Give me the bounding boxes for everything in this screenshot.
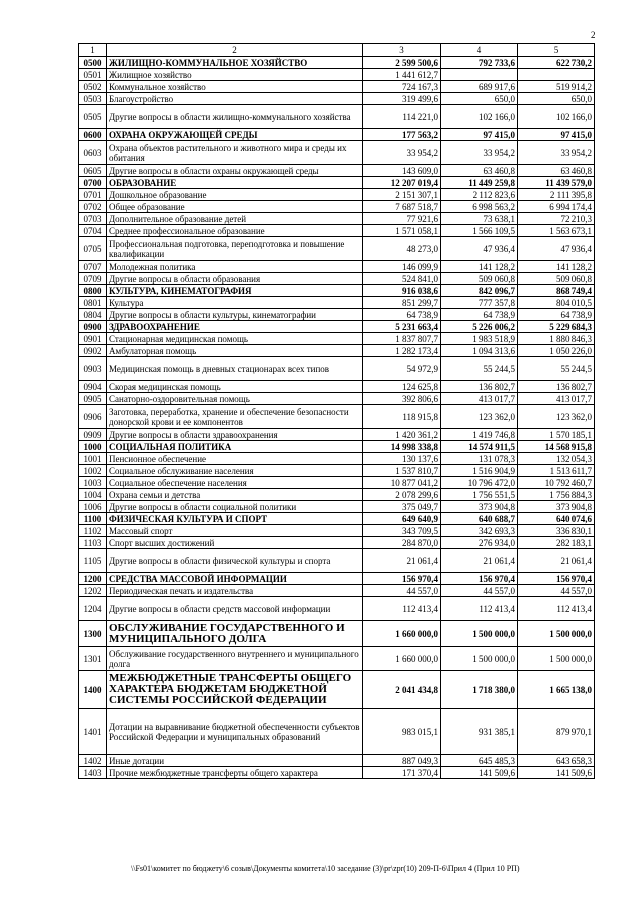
row-value-4: 55 244,5 bbox=[441, 357, 518, 381]
row-name: Социальное обслуживание населения bbox=[107, 465, 363, 477]
row-value-3: 2 151 307,1 bbox=[363, 189, 441, 201]
row-name: Другие вопросы в области физической культуры и спорта bbox=[107, 549, 363, 573]
row-value-4: 14 574 911,5 bbox=[441, 441, 518, 453]
row-name: ЖИЛИЩНО-КОММУНАЛЬНОЕ ХОЗЯЙСТВО bbox=[107, 57, 363, 69]
table-row bbox=[79, 597, 595, 621]
row-name: СОЦИАЛЬНАЯ ПОЛИТИКА bbox=[107, 441, 363, 453]
row-value-4: 650,0 bbox=[441, 93, 518, 105]
row-name: Заготовка, переработка, хранение и обеспечение безопасности донорской крови и ее компонентов bbox=[107, 405, 363, 429]
row-value-5: 55 244,5 bbox=[518, 357, 595, 381]
table-row bbox=[79, 177, 595, 189]
row-name: Жилищное хозяйство bbox=[107, 69, 363, 81]
row-value-3: 649 640,9 bbox=[363, 513, 441, 525]
row-code: 1300 bbox=[79, 621, 107, 647]
table-row bbox=[79, 671, 595, 709]
row-code: 1102 bbox=[79, 525, 107, 537]
row-value-5: 1 880 846,3 bbox=[518, 333, 595, 345]
row-code: 0502 bbox=[79, 81, 107, 93]
row-value-4: 123 362,0 bbox=[441, 405, 518, 429]
row-code: 0600 bbox=[79, 129, 107, 141]
row-code: 1002 bbox=[79, 465, 107, 477]
row-name: ФИЗИЧЕСКАЯ КУЛЬТУРА И СПОРТ bbox=[107, 513, 363, 525]
row-value-5: 336 830,1 bbox=[518, 525, 595, 537]
row-value-3: 118 915,8 bbox=[363, 405, 441, 429]
row-name: Дошкольное образование bbox=[107, 189, 363, 201]
row-name: Охрана семьи и детства bbox=[107, 489, 363, 501]
row-value-4: 33 954,2 bbox=[441, 141, 518, 165]
header-col-3: 3 bbox=[363, 44, 441, 57]
row-value-3: 171 370,4 bbox=[363, 767, 441, 779]
table-row bbox=[79, 585, 595, 597]
row-name: Другие вопросы в области культуры, кинематографии bbox=[107, 309, 363, 321]
row-value-3: 44 557,0 bbox=[363, 585, 441, 597]
row-value-5: 141 509,6 bbox=[518, 767, 595, 779]
table-row bbox=[79, 273, 595, 285]
row-value-4: 777 357,8 bbox=[441, 297, 518, 309]
row-name: Периодическая печать и издательства bbox=[107, 585, 363, 597]
table-row bbox=[79, 393, 595, 405]
row-value-5: 141 128,2 bbox=[518, 261, 595, 273]
row-name: МЕЖБЮДЖЕТНЫЕ ТРАНСФЕРТЫ ОБЩЕГО ХАРАКТЕРА БЮДЖЕТАМ БЮДЖЕТНОЙ СИСТЕМЫ РОССИЙСКОЙ ФЕДЕРАЦИИ bbox=[107, 671, 363, 709]
row-name: Массовый спорт bbox=[107, 525, 363, 537]
row-name: Культура bbox=[107, 297, 363, 309]
row-value-4: 1 516 904,9 bbox=[441, 465, 518, 477]
row-code: 0700 bbox=[79, 177, 107, 189]
row-value-3: 1 441 612,7 bbox=[363, 69, 441, 81]
file-path-footer: \\Fs01\комитет по бюджету\6 созыв\Документы комитета\10 заседание (3)\pr\zpr(10) 209-П-6\Прил 4 (Прил 10 РП) bbox=[131, 864, 520, 873]
row-value-4: 509 060,8 bbox=[441, 273, 518, 285]
row-value-4: 931 385,1 bbox=[441, 709, 518, 755]
row-value-4: 1 756 551,5 bbox=[441, 489, 518, 501]
row-value-4: 47 936,4 bbox=[441, 237, 518, 261]
row-value-3: 10 877 041,2 bbox=[363, 477, 441, 489]
row-code: 0804 bbox=[79, 309, 107, 321]
row-code: 0901 bbox=[79, 333, 107, 345]
table-row bbox=[79, 93, 595, 105]
row-value-5 bbox=[518, 69, 595, 81]
row-value-5: 14 568 915,8 bbox=[518, 441, 595, 453]
row-code: 0905 bbox=[79, 393, 107, 405]
row-value-5: 102 166,0 bbox=[518, 105, 595, 129]
row-name: Амбулаторная помощь bbox=[107, 345, 363, 357]
table-row bbox=[79, 333, 595, 345]
row-value-4 bbox=[441, 69, 518, 81]
row-name: Другие вопросы в области социальной политики bbox=[107, 501, 363, 513]
row-name: ЗДРАВООХРАНЕНИЕ bbox=[107, 321, 363, 333]
row-value-5: 123 362,0 bbox=[518, 405, 595, 429]
row-value-5: 136 802,7 bbox=[518, 381, 595, 393]
row-value-4: 1 718 380,0 bbox=[441, 671, 518, 709]
row-value-4: 136 802,7 bbox=[441, 381, 518, 393]
row-code: 1400 bbox=[79, 671, 107, 709]
row-name: Коммунальное хозяйство bbox=[107, 81, 363, 93]
table-row bbox=[79, 381, 595, 393]
row-code: 0904 bbox=[79, 381, 107, 393]
table-row bbox=[79, 225, 595, 237]
row-value-4: 102 166,0 bbox=[441, 105, 518, 129]
row-value-4: 141 128,2 bbox=[441, 261, 518, 273]
table-row bbox=[79, 573, 595, 585]
row-code: 1103 bbox=[79, 537, 107, 549]
table-row bbox=[79, 321, 595, 333]
row-value-5: 650,0 bbox=[518, 93, 595, 105]
row-name: Спорт высших достижений bbox=[107, 537, 363, 549]
row-value-5: 519 914,2 bbox=[518, 81, 595, 93]
row-code: 0801 bbox=[79, 297, 107, 309]
row-value-5: 622 730,2 bbox=[518, 57, 595, 69]
row-code: 0603 bbox=[79, 141, 107, 165]
row-value-5: 10 792 460,7 bbox=[518, 477, 595, 489]
table-row bbox=[79, 213, 595, 225]
table-row bbox=[79, 237, 595, 261]
row-value-4: 10 796 472,0 bbox=[441, 477, 518, 489]
row-value-4: 131 078,3 bbox=[441, 453, 518, 465]
row-value-5: 112 413,4 bbox=[518, 597, 595, 621]
row-value-4: 112 413,4 bbox=[441, 597, 518, 621]
row-name: Дотации на выравнивание бюджетной обеспеченности субъектов Российской Федерации и муниципальных образований bbox=[107, 709, 363, 755]
row-name: Среднее профессиональное образование bbox=[107, 225, 363, 237]
table-row bbox=[79, 647, 595, 671]
row-value-5: 373 904,8 bbox=[518, 501, 595, 513]
row-value-5: 2 111 395,8 bbox=[518, 189, 595, 201]
row-value-5: 1 500 000,0 bbox=[518, 621, 595, 647]
row-code: 0900 bbox=[79, 321, 107, 333]
table-row bbox=[79, 201, 595, 213]
row-value-5: 509 060,8 bbox=[518, 273, 595, 285]
header-col-2: 2 bbox=[107, 44, 363, 57]
header-col-5: 5 bbox=[518, 44, 595, 57]
row-code: 1004 bbox=[79, 489, 107, 501]
row-name: Стационарная медицинская помощь bbox=[107, 333, 363, 345]
row-value-3: 916 038,6 bbox=[363, 285, 441, 297]
row-code: 1001 bbox=[79, 453, 107, 465]
table-row bbox=[79, 57, 595, 69]
page-number: 2 bbox=[591, 30, 596, 40]
row-value-3: 1 660 000,0 bbox=[363, 621, 441, 647]
row-value-3: 112 413,4 bbox=[363, 597, 441, 621]
table-row bbox=[79, 489, 595, 501]
row-value-3: 724 167,3 bbox=[363, 81, 441, 93]
row-code: 0705 bbox=[79, 237, 107, 261]
table-row bbox=[79, 477, 595, 489]
row-value-5: 33 954,2 bbox=[518, 141, 595, 165]
row-value-3: 21 061,4 bbox=[363, 549, 441, 573]
row-name: Другие вопросы в области жилищно-коммунального хозяйства bbox=[107, 105, 363, 129]
row-value-3: 64 738,9 bbox=[363, 309, 441, 321]
table-row bbox=[79, 261, 595, 273]
row-value-4: 64 738,9 bbox=[441, 309, 518, 321]
table-row bbox=[79, 165, 595, 177]
row-value-4: 97 415,0 bbox=[441, 129, 518, 141]
row-value-3: 146 099,9 bbox=[363, 261, 441, 273]
row-value-5: 63 460,8 bbox=[518, 165, 595, 177]
table-row bbox=[79, 621, 595, 647]
row-value-5: 1 570 185,1 bbox=[518, 429, 595, 441]
row-value-5: 640 074,6 bbox=[518, 513, 595, 525]
row-name: Общее образование bbox=[107, 201, 363, 213]
row-value-3: 375 049,7 bbox=[363, 501, 441, 513]
table-row bbox=[79, 709, 595, 755]
row-name: Санаторно-оздоровительная помощь bbox=[107, 393, 363, 405]
row-value-4: 5 226 006,2 bbox=[441, 321, 518, 333]
table-row bbox=[79, 501, 595, 513]
row-name: Охрана объектов растительного и животного мира и среды их обитания bbox=[107, 141, 363, 165]
row-value-3: 114 221,0 bbox=[363, 105, 441, 129]
row-value-5: 868 749,4 bbox=[518, 285, 595, 297]
table-row bbox=[79, 345, 595, 357]
row-name: ОБРАЗОВАНИЕ bbox=[107, 177, 363, 189]
row-name: Благоустройство bbox=[107, 93, 363, 105]
row-name: ОБСЛУЖИВАНИЕ ГОСУДАРСТВЕННОГО И МУНИЦИПАЛЬНОГО ДОЛГА bbox=[107, 621, 363, 647]
row-code: 0703 bbox=[79, 213, 107, 225]
row-code: 0903 bbox=[79, 357, 107, 381]
table-row bbox=[79, 309, 595, 321]
row-value-5: 47 936,4 bbox=[518, 237, 595, 261]
row-value-3: 156 970,4 bbox=[363, 573, 441, 585]
row-value-3: 1 571 058,1 bbox=[363, 225, 441, 237]
table-row bbox=[79, 69, 595, 81]
row-value-3: 7 687 518,7 bbox=[363, 201, 441, 213]
row-value-4: 141 509,6 bbox=[441, 767, 518, 779]
row-value-5: 1 756 884,3 bbox=[518, 489, 595, 501]
row-name: Другие вопросы в области средств массовой информации bbox=[107, 597, 363, 621]
table-row bbox=[79, 141, 595, 165]
row-value-4: 6 998 563,2 bbox=[441, 201, 518, 213]
table-row bbox=[79, 441, 595, 453]
row-code: 0605 bbox=[79, 165, 107, 177]
table-row bbox=[79, 81, 595, 93]
row-value-4: 21 061,4 bbox=[441, 549, 518, 573]
row-code: 0902 bbox=[79, 345, 107, 357]
row-code: 1000 bbox=[79, 441, 107, 453]
row-code: 0500 bbox=[79, 57, 107, 69]
row-value-4: 11 449 259,8 bbox=[441, 177, 518, 189]
row-value-4: 842 096,7 bbox=[441, 285, 518, 297]
row-name: Иные дотации bbox=[107, 755, 363, 767]
row-value-3: 143 609,0 bbox=[363, 165, 441, 177]
row-code: 0503 bbox=[79, 93, 107, 105]
table-row bbox=[79, 189, 595, 201]
row-value-3: 851 299,7 bbox=[363, 297, 441, 309]
row-value-5: 156 970,4 bbox=[518, 573, 595, 585]
row-value-3: 5 231 663,4 bbox=[363, 321, 441, 333]
row-value-4: 1 500 000,0 bbox=[441, 621, 518, 647]
row-name: Прочие межбюджетные трансферты общего характера bbox=[107, 767, 363, 779]
row-value-5: 97 415,0 bbox=[518, 129, 595, 141]
row-name: Профессиональная подготовка, переподготовка и повышение квалификации bbox=[107, 237, 363, 261]
row-code: 1100 bbox=[79, 513, 107, 525]
row-value-3: 343 709,5 bbox=[363, 525, 441, 537]
row-value-3: 1 537 810,7 bbox=[363, 465, 441, 477]
row-code: 1202 bbox=[79, 585, 107, 597]
row-name: Другие вопросы в области образования bbox=[107, 273, 363, 285]
row-value-4: 1 094 313,6 bbox=[441, 345, 518, 357]
row-value-4: 645 485,3 bbox=[441, 755, 518, 767]
row-value-4: 156 970,4 bbox=[441, 573, 518, 585]
row-code: 0702 bbox=[79, 201, 107, 213]
row-code: 0501 bbox=[79, 69, 107, 81]
row-value-3: 1 420 361,2 bbox=[363, 429, 441, 441]
row-name: Другие вопросы в области здравоохранения bbox=[107, 429, 363, 441]
header-col-1: 1 bbox=[79, 44, 107, 57]
row-value-3: 124 625,8 bbox=[363, 381, 441, 393]
row-value-3: 524 841,0 bbox=[363, 273, 441, 285]
table-body bbox=[79, 57, 595, 779]
table-row bbox=[79, 429, 595, 441]
row-value-4: 73 638,1 bbox=[441, 213, 518, 225]
row-code: 1402 bbox=[79, 755, 107, 767]
row-code: 1204 bbox=[79, 597, 107, 621]
row-value-3: 177 563,2 bbox=[363, 129, 441, 141]
row-code: 1401 bbox=[79, 709, 107, 755]
table-row bbox=[79, 755, 595, 767]
row-value-4: 792 733,6 bbox=[441, 57, 518, 69]
row-value-3: 54 972,9 bbox=[363, 357, 441, 381]
row-name: Молодежная политика bbox=[107, 261, 363, 273]
row-name: СРЕДСТВА МАССОВОЙ ИНФОРМАЦИИ bbox=[107, 573, 363, 585]
row-value-5: 21 061,4 bbox=[518, 549, 595, 573]
row-value-3: 392 806,6 bbox=[363, 393, 441, 405]
row-value-3: 2 078 299,6 bbox=[363, 489, 441, 501]
row-value-5: 1 500 000,0 bbox=[518, 647, 595, 671]
row-value-5: 1 665 138,0 bbox=[518, 671, 595, 709]
row-value-4: 1 566 109,5 bbox=[441, 225, 518, 237]
table-row bbox=[79, 525, 595, 537]
row-code: 1301 bbox=[79, 647, 107, 671]
row-name: ОХРАНА ОКРУЖАЮЩЕЙ СРЕДЫ bbox=[107, 129, 363, 141]
row-value-3: 284 870,0 bbox=[363, 537, 441, 549]
row-value-3: 2 599 500,6 bbox=[363, 57, 441, 69]
row-code: 0701 bbox=[79, 189, 107, 201]
row-value-4: 342 693,3 bbox=[441, 525, 518, 537]
table-row bbox=[79, 405, 595, 429]
row-code: 1003 bbox=[79, 477, 107, 489]
row-name: Другие вопросы в области охраны окружающей среды bbox=[107, 165, 363, 177]
table-row bbox=[79, 513, 595, 525]
row-value-5: 44 557,0 bbox=[518, 585, 595, 597]
table-row bbox=[79, 453, 595, 465]
row-value-3: 983 015,1 bbox=[363, 709, 441, 755]
row-value-5: 1 563 673,1 bbox=[518, 225, 595, 237]
row-value-3: 2 041 434,8 bbox=[363, 671, 441, 709]
row-value-4: 373 904,8 bbox=[441, 501, 518, 513]
row-value-4: 276 934,0 bbox=[441, 537, 518, 549]
row-name: Пенсионное обеспечение bbox=[107, 453, 363, 465]
row-value-4: 44 557,0 bbox=[441, 585, 518, 597]
row-value-5: 1 050 226,0 bbox=[518, 345, 595, 357]
row-value-5: 413 017,7 bbox=[518, 393, 595, 405]
table-row bbox=[79, 549, 595, 573]
row-value-4: 2 112 823,6 bbox=[441, 189, 518, 201]
table-row bbox=[79, 537, 595, 549]
row-value-4: 1 500 000,0 bbox=[441, 647, 518, 671]
row-code: 1105 bbox=[79, 549, 107, 573]
row-name: Дополнительное образование детей bbox=[107, 213, 363, 225]
row-value-3: 1 660 000,0 bbox=[363, 647, 441, 671]
row-code: 0707 bbox=[79, 261, 107, 273]
table-row bbox=[79, 357, 595, 381]
table-row bbox=[79, 129, 595, 141]
row-value-4: 640 688,7 bbox=[441, 513, 518, 525]
row-value-4: 1 983 518,9 bbox=[441, 333, 518, 345]
row-code: 0704 bbox=[79, 225, 107, 237]
row-code: 1403 bbox=[79, 767, 107, 779]
table-row bbox=[79, 285, 595, 297]
table-header-row bbox=[79, 44, 595, 57]
row-code: 0906 bbox=[79, 405, 107, 429]
row-value-5: 64 738,9 bbox=[518, 309, 595, 321]
row-code: 1006 bbox=[79, 501, 107, 513]
row-code: 0505 bbox=[79, 105, 107, 129]
row-name: Скорая медицинская помощь bbox=[107, 381, 363, 393]
table-row bbox=[79, 105, 595, 129]
row-value-5: 1 513 611,7 bbox=[518, 465, 595, 477]
budget-table bbox=[78, 43, 595, 779]
row-code: 1200 bbox=[79, 573, 107, 585]
row-value-5: 282 183,1 bbox=[518, 537, 595, 549]
row-value-5: 643 658,3 bbox=[518, 755, 595, 767]
row-value-5: 72 210,3 bbox=[518, 213, 595, 225]
row-value-3: 1 282 173,4 bbox=[363, 345, 441, 357]
row-value-3: 130 137,6 bbox=[363, 453, 441, 465]
row-value-4: 63 460,8 bbox=[441, 165, 518, 177]
row-value-3: 77 921,6 bbox=[363, 213, 441, 225]
row-value-3: 33 954,2 bbox=[363, 141, 441, 165]
header-col-4: 4 bbox=[441, 44, 518, 57]
row-value-3: 1 837 807,7 bbox=[363, 333, 441, 345]
table-row bbox=[79, 767, 595, 779]
row-value-5: 804 010,5 bbox=[518, 297, 595, 309]
row-code: 0909 bbox=[79, 429, 107, 441]
row-value-4: 413 017,7 bbox=[441, 393, 518, 405]
row-code: 0709 bbox=[79, 273, 107, 285]
row-value-3: 319 499,6 bbox=[363, 93, 441, 105]
row-value-5: 5 229 684,3 bbox=[518, 321, 595, 333]
row-value-5: 879 970,1 bbox=[518, 709, 595, 755]
row-code: 0800 bbox=[79, 285, 107, 297]
row-name: Обслуживание государственного внутреннего и муниципального долга bbox=[107, 647, 363, 671]
row-value-3: 48 273,0 bbox=[363, 237, 441, 261]
row-value-4: 689 917,6 bbox=[441, 81, 518, 93]
row-name: Социальное обеспечение населения bbox=[107, 477, 363, 489]
row-value-3: 887 049,3 bbox=[363, 755, 441, 767]
row-value-4: 1 419 746,8 bbox=[441, 429, 518, 441]
table-row bbox=[79, 297, 595, 309]
row-name: Медицинская помощь в дневных стационарах всех типов bbox=[107, 357, 363, 381]
row-value-3: 12 207 019,4 bbox=[363, 177, 441, 189]
row-name: КУЛЬТУРА, КИНЕМАТОГРАФИЯ bbox=[107, 285, 363, 297]
row-value-5: 132 054,3 bbox=[518, 453, 595, 465]
row-value-3: 14 998 338,8 bbox=[363, 441, 441, 453]
row-value-5: 11 439 579,0 bbox=[518, 177, 595, 189]
table-row bbox=[79, 465, 595, 477]
row-value-5: 6 994 174,4 bbox=[518, 201, 595, 213]
